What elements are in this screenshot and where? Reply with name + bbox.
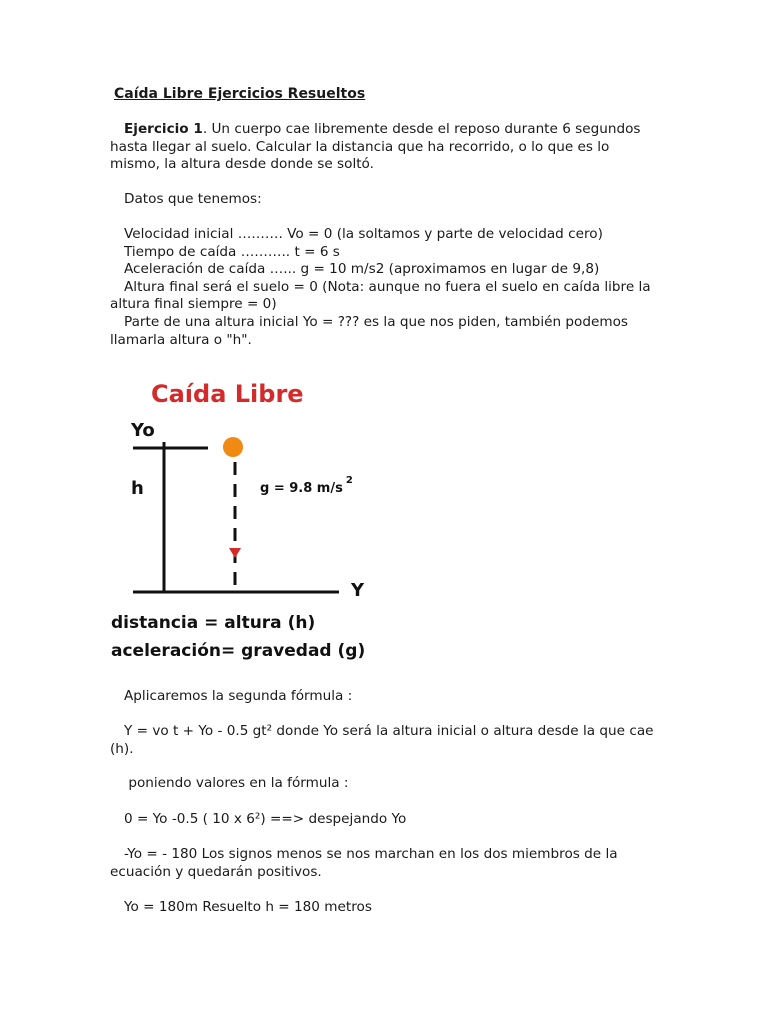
fall-arrow-icon	[229, 548, 241, 558]
free-fall-diagram	[105, 368, 385, 668]
equation-line: 0 = Yo -0.5 ( 10 x 6²) ==> despejando Yo	[124, 811, 407, 827]
page-title: Caída Libre Ejercicios Resueltos	[114, 86, 366, 102]
label-y: Y	[351, 580, 365, 601]
label-yo: Yo	[131, 420, 155, 441]
caption-acceleration: aceleración= gravedad (g)	[111, 641, 366, 661]
data-line-acceleration: Aceleración de caída …... g = 10 m/s2 (aproximamos en lugar de 9,8)	[124, 261, 600, 278]
data-line-fall-time: Tiempo de caída ……….. t = 6 s	[124, 243, 340, 260]
result-line: Yo = 180m Resuelto h = 180 metros	[124, 899, 372, 915]
exercise-label: Ejercicio 1	[124, 121, 203, 137]
gravity-label: g = 9.8 $m/s^2$	[260, 475, 353, 496]
data-line-initial-height: Parte de una altura inicial Yo = ??? es la que nos piden, también podemos llamarla altura o "h".	[110, 313, 628, 348]
ball-icon	[223, 437, 243, 457]
formula-intro: Aplicaremos la segunda fórmula :	[124, 688, 353, 704]
data-list	[110, 226, 660, 349]
formula-paragraph: Y = vo t + Yo - 0.5 gt² donde Yo será la altura inicial o altura desde la que cae (h).	[110, 723, 654, 757]
exercise-text: . Un cuerpo cae libremente desde el reposo durante 6 segundos hasta llegar al suelo. Calcular la distancia que ha recorrido, o lo que es lo mismo, la altura desde donde se soltó.	[110, 121, 641, 173]
exercise-paragraph	[110, 121, 660, 174]
caption-distance: distancia = altura (h)	[111, 613, 316, 633]
data-intro: Datos que tenemos:	[124, 191, 262, 207]
values-intro: poniendo valores en la fórmula :	[124, 775, 349, 791]
data-line-final-height: Altura final será el suelo = 0 (Nota: aunque no fuera el suelo en caída libre la altura final siempre = 0)	[110, 278, 651, 313]
data-line-initial-velocity: Velocidad inicial ………. Vo = 0 (la soltamos y parte de velocidad cero)	[124, 226, 603, 242]
diagram-title: Caída Libre	[151, 380, 304, 408]
sign-note: -Yo = - 180 Los signos menos se nos marchan en los dos miembros de la ecuación y quedarán positivos.	[110, 846, 618, 880]
label-h: h	[131, 478, 144, 499]
